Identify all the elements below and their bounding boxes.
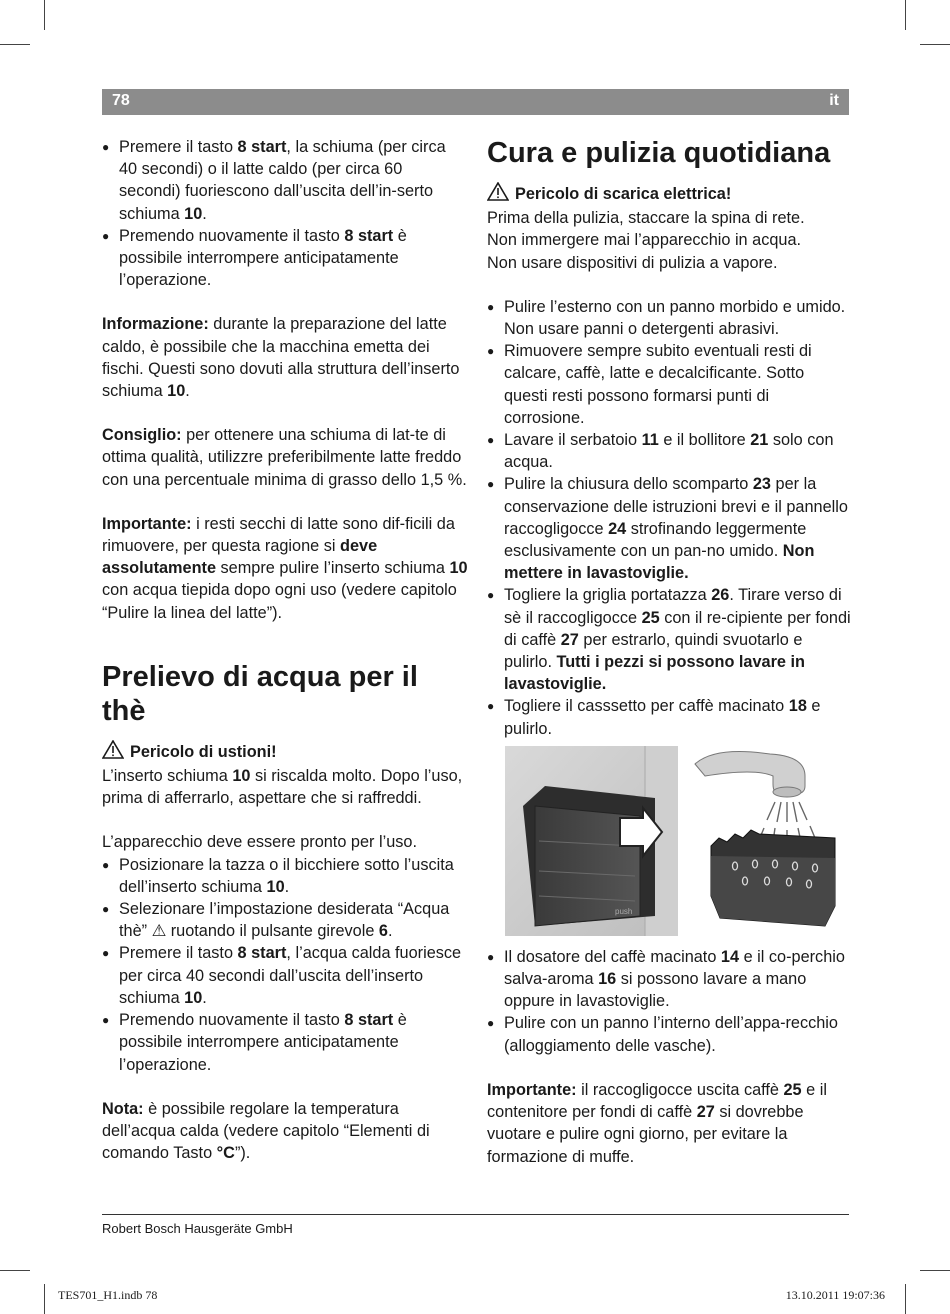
bold-text: 10 <box>184 204 203 223</box>
text-run: . <box>284 877 290 896</box>
text-run: Togliere il casssetto per caffè macinato <box>504 697 789 716</box>
bold-text: 14 <box>720 947 740 966</box>
bold-text: deve assolutamente <box>102 537 378 578</box>
list-item <box>102 854 468 898</box>
list-item <box>487 429 851 473</box>
section-heading: Prelievo di acqua per il thè <box>102 660 418 727</box>
info-paragraph <box>102 313 468 402</box>
list-item <box>487 695 851 739</box>
text-run: e il co-perchio salva-aroma <box>504 947 845 989</box>
crop-mark <box>0 44 30 45</box>
text-run: . <box>185 382 190 401</box>
important-paragraph <box>102 513 468 624</box>
crop-mark <box>0 1270 30 1271</box>
text-run: Rimuovere sempre subito eventuali resti di calcare, caffè, latte e decalcificante. Sotto questi resti possono formarsi punti di corrosione. <box>504 342 812 427</box>
text-run: Premere il tasto <box>119 138 238 156</box>
bullet-list <box>487 946 851 1057</box>
list-item <box>102 1009 468 1076</box>
page-number: 78 <box>112 92 130 109</box>
warning-title <box>102 740 468 765</box>
list-item <box>102 898 468 942</box>
bold-text: 10 <box>167 382 186 401</box>
warning-text <box>102 765 468 809</box>
text-run: Selezionare l’impostazione desiderata “Acqua thè” <box>119 900 450 941</box>
footer-divider <box>102 1214 849 1215</box>
text-run: Il dosatore del caffè macinato <box>504 947 721 966</box>
warning-line: Non immergere mai l’apparecchio in acqua. <box>487 231 802 250</box>
crop-mark <box>44 1284 45 1314</box>
list-item <box>487 946 851 1013</box>
text-run: Pulire con un panno l’interno dell’appa-recchio (alloggiamento delle vasche). <box>504 1014 838 1055</box>
text-run: . <box>387 922 393 941</box>
crop-mark <box>905 0 906 30</box>
text-run: durante la preparazione del latte caldo, è possibile che la macchina emetta dei fischi. Questi sono dovuti alla struttura dell’inserto schiuma <box>102 315 460 401</box>
language-code: it <box>829 92 839 109</box>
list-item <box>487 296 851 340</box>
text-run: L’inserto schiuma <box>102 767 233 786</box>
text-run: e il bollitore <box>658 431 751 450</box>
bold-text: 27 <box>560 630 579 649</box>
text-run: con acqua tiepida dopo ogni uso (vedere capitolo “Pulire la linea del latte”). <box>102 581 457 622</box>
bold-text: 24 <box>608 519 627 538</box>
text-run: . Tirare verso di sè il raccogligocce <box>504 586 842 627</box>
bold-text: 26 <box>711 586 730 605</box>
crop-mark <box>920 1270 950 1271</box>
text-run: , l’acqua calda fuoriesce per circa 40 secondi dall’uscita dell’inserto schiuma <box>119 944 462 1007</box>
text-run: il raccogligocce uscita caffè <box>576 1080 784 1099</box>
bold-text: 10 <box>449 559 468 578</box>
warning-line: Non usare dispositivi di pulizia a vapore. <box>487 253 778 272</box>
crop-mark <box>905 1284 906 1314</box>
text-run: . <box>202 988 207 1007</box>
text-run: , la schiuma (per circa 40 secondi) o il latte caldo (per circa 60 secondi) fuoriescono dall’uscita dell’in-serto schiuma <box>119 138 446 223</box>
bold-text: °C <box>216 1144 235 1163</box>
bold-text: Informazione: <box>102 315 209 334</box>
text-run: per estrarlo, quindi svuotarlo e pulirlo. <box>504 630 803 672</box>
bold-text: 25 <box>783 1080 802 1099</box>
warning-triangle-icon <box>102 740 124 765</box>
bold-text: Nota: <box>102 1099 144 1118</box>
left-column <box>102 136 468 1164</box>
list-item <box>487 473 851 584</box>
text-run: si dovrebbe vuotare e pulire ogni giorno, per evitare la formazione di muffe. <box>487 1103 804 1166</box>
text-run: è possibile interrompere anticipatamente l’operazione. <box>119 1011 407 1074</box>
warning-line: Prima della pulizia, staccare la spina di rete. <box>487 209 805 228</box>
bold-text: 8 start <box>237 944 287 963</box>
bold-text: Consiglio: <box>102 426 182 445</box>
right-column <box>487 136 851 1168</box>
text-run: con il re-cipiente per fondi di caffè <box>504 608 851 649</box>
text-run: Pulire l’esterno con un panno morbido e umido. Non usare panni o detergenti abrasivi. <box>504 297 846 339</box>
text-run: solo con acqua. <box>504 431 834 472</box>
text-run: e il contenitore per fondi di caffè <box>487 1080 827 1122</box>
bold-text: 10 <box>232 767 251 786</box>
text-run: Togliere la griglia portatazza <box>504 586 712 605</box>
text-run: ”). <box>234 1144 251 1163</box>
cleaning-illustration <box>505 746 850 936</box>
bold-text: 10 <box>266 877 285 896</box>
text-run: i resti secchi di latte sono dif-ficili da rimuovere, per questa ragione si <box>102 514 455 556</box>
list-item <box>487 584 851 695</box>
bold-text: 25 <box>641 608 660 627</box>
list-item <box>487 340 851 429</box>
text-run: si riscalda molto. Dopo l’uso, prima di afferrarlo, aspettare che si raffreddi. <box>102 767 463 808</box>
bold-text: 18 <box>788 697 807 716</box>
section-heading: Cura e pulizia quotidiana <box>487 137 831 169</box>
note-paragraph <box>102 1098 468 1165</box>
text-run: ⚠ <box>151 922 167 941</box>
text-run: per ottenere una schiuma di lat-te di ottima qualità, utilizzre preferibilmente latte freddo con una percentuale minima di grasso dello 1,5 %. <box>102 426 467 489</box>
footer-company: Robert Bosch Hausgeräte GmbH <box>102 1221 293 1236</box>
bold-text: 6 <box>378 922 388 941</box>
bullet-list <box>102 854 468 1076</box>
text-run: Premere il tasto <box>119 944 238 963</box>
warning-triangle-icon <box>487 182 509 207</box>
bold-text: 8 start <box>344 1011 394 1030</box>
text-run: Premendo nuovamente il tasto <box>119 226 345 245</box>
bold-text: 8 start <box>344 226 394 245</box>
tip-paragraph <box>102 424 468 491</box>
warning-title-text: Pericolo di scarica elettrica! <box>515 185 732 203</box>
bold-text: 27 <box>696 1103 715 1122</box>
bullet-list <box>102 136 468 291</box>
drawer-label: push <box>615 906 633 916</box>
bold-text: Tutti i pezzi si possono lavare in lavastoviglie. <box>504 653 805 694</box>
bold-text: 21 <box>750 431 769 450</box>
list-item <box>102 225 468 292</box>
bold-text: 16 <box>598 970 617 989</box>
text-run: Lavare il serbatoio <box>504 431 642 450</box>
bold-text: Importante: <box>102 514 192 533</box>
illustration-svg <box>505 746 850 936</box>
crop-mark <box>920 44 950 45</box>
list-item <box>487 1012 851 1056</box>
list-item <box>102 136 468 225</box>
important-paragraph <box>487 1079 851 1168</box>
text-run: sempre pulire l’inserto schiuma <box>216 559 450 578</box>
bold-text: 11 <box>641 431 659 450</box>
ready-text: L’apparecchio deve essere pronto per l’uso. <box>102 833 417 852</box>
print-slug-file: TES701_H1.indb 78 <box>58 1288 158 1302</box>
text-run: e pulirlo. <box>504 697 821 738</box>
text-run: è possibile interrompere anticipatamente l’operazione. <box>119 226 407 290</box>
text-run: strofinando leggermente esclusivamente con un pan-no umido. <box>504 519 807 561</box>
bold-text: Importante: <box>487 1080 577 1099</box>
bold-text: 23 <box>752 475 771 494</box>
page-header-bar <box>102 89 849 115</box>
print-slug-datetime: 13.10.2011 19:07:36 <box>785 1288 885 1302</box>
text-run: per la conservazione delle istruzioni brevi e il pannello raccogligocce <box>504 475 848 538</box>
text-run: è possibile regolare la temperatura dell’acqua calda (vedere capitolo “Elementi di comando Tasto <box>102 1099 430 1163</box>
text-run: ruotando il pulsante girevole <box>166 922 379 941</box>
text-run: . <box>202 204 207 223</box>
text-run: Posizionare la tazza o il bicchiere sotto l’uscita dell’inserto schiuma <box>119 855 454 896</box>
bold-text: Non mettere in lavastoviglie. <box>504 542 815 583</box>
warning-title <box>487 182 851 207</box>
text-run: Pulire la chiusura dello scomparto <box>504 475 753 494</box>
bold-text: 8 start <box>237 138 287 156</box>
bold-text: 10 <box>184 988 203 1007</box>
bullet-list <box>487 296 851 740</box>
list-item <box>102 942 468 1009</box>
warning-title-text: Pericolo di ustioni! <box>130 742 277 761</box>
text-run: Premendo nuovamente il tasto <box>119 1011 345 1030</box>
crop-mark <box>44 0 45 30</box>
text-run: si possono lavare a mano oppure in lavastoviglie. <box>504 970 807 1011</box>
